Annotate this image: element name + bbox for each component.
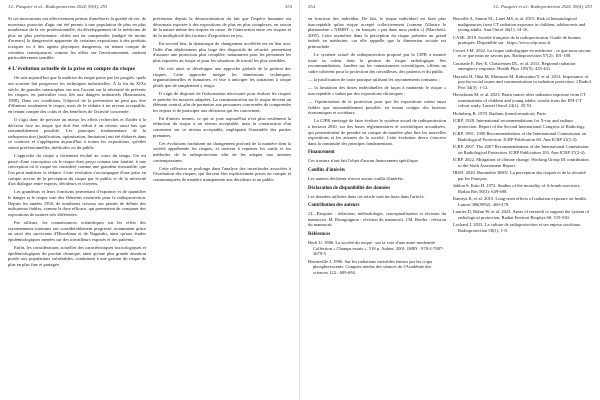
reference-item: ICRP. 1928. International recommendations for X-ray and radium protection. Report of the Second International Congress of Radiology. (453, 118, 586, 129)
page-header (308, 4, 592, 16)
reference-item: IRSN. 2020. Baromètre IRSN. La perception des risques et de la sécurité par les Français. (453, 170, 586, 181)
paragraph: On sait aujourd'hui que la maîtrise du risque passe par les progrès, quels ont souvent fait progresser les techniques industrielles. À la fin du XIXe siècle, de grandes catastrophes ont mis l'accent sur la nécessité de prévenir les risques, en particulier ceux liés aux dangers industriels (Rasmussen, 1998). Dans ces conditions, l'objectif de la prévention ne peut pas être d'éliminer totalement le risque, mais de le réduire à un niveau acceptable, en tenant compte des coûts et des bénéfices de l'activité concernée. (8, 75, 146, 114)
reference-item: Laurier D, Rühm W, et al. 2023. Areas of research to support the system of radiological protection. Radiat Environ Biophys 60: 519-530. (453, 208, 590, 220)
page-header (8, 4, 292, 16)
page-number: 254 (308, 4, 315, 9)
section-heading-contributions: Contribution des auteurs (308, 203, 360, 209)
paragraph: En d'autres termes, ce qui se joue aujourd'hui n'est plus seulement la réduction du risque à un niveau acceptable, mais la construction d'un consensus sur ce niveau acceptable, impliquant l'ensemble des parties prenantes. (153, 115, 291, 138)
paragraph: prévention depuis la démocratisation du fait que l'espèce humaine est désormais exposée à des expositions de plus en plus complexes, en raison de la nature même des risques en cause, de l'interaction entre ces risques et de la multiplicité des facteurs d'exposition en jeu. (153, 16, 291, 38)
reference-item: Lochard J. 2023. La culture de radioprotection et ses enjeux sociétaux. Radioprotection 58(1): 1-8. (453, 221, 582, 233)
column-2 (153, 16, 291, 394)
paragraph: Il s'agit donc de préciser au mieux les effets recherchés et d'aider à la décision face au risque qui doit être réduit à un niveau aussi bas que raisonnablement possible. Les principes fondamentaux de la radioprotection (justification, optimisation, limitation) ont été élaborés dans ce contexte et s'appliquent aujourd'hui à toutes les expositions, qu'elles soient professionnelles, médicales ou du public. (8, 117, 146, 151)
section-heading-conflicts: Conflits d'intérêts (308, 168, 345, 174)
text-columns (8, 16, 292, 394)
running-header-tail: 53 (587, 4, 592, 9)
paragraph: en fonction des individus. De fait, le risque individuel est bien plus inacceptable qu'un risque accepté collectivement (comme l'illustre le phénomène « NIMBY », en français « pas dans mon jardin ») (Marchetti, 2005). Cette asymétrie dans la perception du risque présente un grand intérêt en médecine, car elle rappelle que la dimension sociale est primordiale. (308, 16, 446, 49)
reference-item: Kamiya K, et al. 2015. Long-term effects of radiation exposure on health. Lancet 386(9992): 469-478. (453, 195, 587, 207)
paragraph: Les données utilisées dans cet article sont incluses dans l'article. (308, 193, 425, 199)
section-heading-funding: Financement (308, 150, 335, 156)
paragraph: Les grandeurs et leurs fonctions permettant d'exprimer et de quantifier le danger et le risque sont des éléments essentiels pour la radioprotection. Depuis les années 1950, de nombreux travaux ont permis de définir des indicateurs fiables, comme la dose efficace, qui permettent de comparer des expositions de natures très différentes. (8, 189, 146, 217)
running-header-tail: 53 (102, 4, 108, 9)
list-item: — la justification de toute pratique utilisant les rayonnements ionisants ; (308, 77, 440, 83)
section-heading-references: Références (308, 232, 331, 237)
list-item: — l'optimisation de la protection pour que les expositions soient aussi faibles que raisonnablement possible, en tenant compte des facteurs économiques et sociétaux. (308, 99, 446, 116)
reference-list (308, 240, 446, 275)
section-heading-data-availability: Déclaration de disponibilité des données (308, 185, 391, 191)
reference-item: Hayashi H, Ohta M, Matsuura M, Kuboyama Y, et al. 2014. Importance of psycho-social issues and communication in radiation protection. J Radiol Prot 34(3): 1-12. (453, 73, 591, 90)
paragraph: Le système actuel de radioprotection proposé par la CIPR a montré toute sa valeur dans la gestion du risque radiologique. Ses recommandations, fondées sur les connaissances scientifiques, offrent un cadre cohérent pour la protection des travailleurs, des patients et du public. (308, 52, 446, 74)
paragraph: Ces travaux n'ont fait l'objet d'aucun financement spécifique. (308, 158, 419, 164)
reference-item: Holmberg B. 1970. Radium (transformation). Paris. (453, 110, 547, 116)
paragraph: Si ces innovations ont effectivement permis d'améliorer la qualité de vie, de nouveaux pouvoirs d'agir ont été permis à une population de plus en plus nombreuse de la vie professionnelle, du développement de la médecine de plus en plus performante, cibles ont en comprendre (malgré de moins d'erreurs) la dangerosité apparente de certaines expositions à des produits toxiques ou à des agents physiques dangereux, en tenant compte de certaines conséquences comme les effets sur l'environnement, mettent particulièrement sensible. (8, 16, 146, 61)
reference-item: ICRP. 2007. The 2007 Recommendations of the International Commission on Radiological Protection. ICRP Publication 103. Ann ICRP 37(2-4). (453, 144, 589, 155)
reference-item: Courtade E, Bey E, Christensen DL, et al. 2013. Regional radiation emergency response. Health Phys 105(5): 435-441. (453, 60, 576, 72)
page-number: 253 (285, 4, 292, 9)
paragraph: Par ailleurs, les connaissances scientifiques sur les effets des rayonnements ionisants ont considérablement progressé, notamment grâce au suivi des survivants d'Hiroshima et de Nagasaki, ainsi qu'aux études épidémiologiques menées sur des travailleurs exposés et des patients. (8, 219, 146, 242)
section-heading: 4 L'évolution actuelle de la prise en compte du risque (8, 65, 135, 72)
paragraph: Cette réflexion se prolonge dans l'analyse des incertitudes associées à l'évaluation des risques, qui doivent être explicitement prises en compte et communiquées de manière transparente aux décideurs et au public. (153, 165, 291, 182)
paragraph: En second lieu, la dynamique de changement accélérée est en lien avec l'idée d'un déploiement plus large des dispositifs de sécurité, permettant d'assurer une protection plus complète, notamment pour les personnes les plus exposées au risque et pour les situations de travail les plus sensibles. (153, 40, 291, 63)
paragraph: On voit ainsi se développer une approche globale de la gestion des risques. Cette approche intègre les dimensions techniques, organisationnelles et humaines, et vise à anticiper les situations à risque plutôt que de simplement y réagir. (153, 65, 291, 88)
reference-item: CASE. 2010. Société française de la radioprotection. Guide de bonnes pratiques. Disponible sur : https://www.sfrp.asso.fr (453, 34, 581, 46)
paragraph: J.L. Pasquier : rédaction, méthodologie, conceptualisation et révision du manuscrit. M. Bourguignon : révision du manuscrit. J.M. Bertho : révision du manuscrit. (308, 211, 446, 228)
reference-item: ICRP. 1991. 1990 Recommendations of the International Commission on Radiological Protection. ICRP Publication 60. Ann ICRP 21(1-3). (453, 131, 587, 142)
text-columns (308, 16, 592, 394)
paragraph: Il s'agit de disposer de l'information nécessaire pour évaluer les risques et prendre les mesures adaptées. La communication sur le risque devient un élément central, afin de permettre aux personnes concernées de comprendre les enjeux et de participer aux décisions qui les concernent. (153, 90, 291, 113)
paragraph: Enfin, les considérations actuelles des caractéristiques toxicologiques et épidémiologiques du produit chimique, ainsi qu'une plus grande attention portée aux populations vulnérables, conduisent à une gestion du risque de plus en plus fine et partagée. (8, 244, 146, 267)
reference-item: Bouville A, Simon SL, Linet MS, et al. 2015. Risk of hematological malignancies from CT radiation exposure in children, adolescents and young adults. Ann Oncol 26(1): 14-16. (453, 16, 586, 33)
running-header (8, 4, 107, 9)
reference-item: ICRP. 2022. Mitigation of climate change. Working Group III contribution to the Sixth Assessment Report. (453, 157, 589, 168)
reference-item: Hesselman M, et al. 2023. Brain cancer after radiation exposure from CT examinations of children and young adults: results from the EPI-CT cohort study. Lancet Oncol 24(1): 45-53. (453, 92, 586, 109)
running-header (493, 4, 592, 9)
paragraph: Ces évolutions traduisent un changement profond de la manière dont la société appréhende les risques, et invitent à repenser les outils et les méthodes de la radioprotection afin de les adapter aux attentes contemporaines. (153, 140, 291, 163)
reference-item: Beck U. 1986. La société du risque : sur la voie d'une autre modernité. Collection « Champs essais », 518 p. Aubier, 2001. ISBN : 978-2-7007-3679-5. (308, 240, 444, 257)
paragraph: La CIPR envisage de faire évoluer le système actuel de radioprotection à horizon 2030, sur des bases réglementaires et scientifiques actualisées, qui permettraient de prendre en compte de manière plus fine les nouvelles expositions et les attentes de la société. Cette évolution devra s'inscrire dans la continuité des principes fondamentaux. (308, 118, 446, 146)
column-1 (308, 16, 446, 394)
reference-item: Jablon S, Kato H. 1972. Studies of the mortality of A-bomb survivors. Radiat Res 50(3): 649-698. (453, 183, 581, 194)
reference-item: Bonneville J. 1996. Sur les radiations invisibles émises par les corps phosphorescents. Comptes rendus des séances de l'Académie des sciences 122 : 689-694. (308, 258, 433, 275)
running-header-text: J.L. Pasquier et al.: Radioprotection 2024, 59(4), 2 (8, 4, 103, 9)
right-page (300, 0, 600, 400)
running-header-text: J.L. Pasquier et al.: Radioprotection 2024, 59(4), 2 (492, 4, 588, 9)
column-1 (8, 16, 146, 394)
column-2-references (453, 16, 591, 394)
paragraph: L'approche du risque a fortement évolué au cours du temps. On est passé d'une conception où le risque était perçu comme une fatalité, à une conception où le risque est considéré comme une grandeur mesurable, que l'on peut maîtriser et réduire. Cette évolution s'accompagne d'une prise en compte accrue de la perception du risque par le public et de la nécessité d'un dialogue entre experts, décideurs et citoyens. (8, 153, 146, 187)
paragraph: Les auteurs déclarent n'avoir aucun conflit d'intérêts. (308, 176, 404, 182)
list-item: — la limitation des doses individuelles de façon à maintenir le risque « inacceptable » induit par des expositions chroniques ; (308, 85, 446, 96)
reference-item: Cosset J-M. 2022. Le risque radiologique en médecine : ce que nous savons et ce que nous ne savons pas. Radioprotection 57(2): 101-108. (453, 47, 591, 59)
